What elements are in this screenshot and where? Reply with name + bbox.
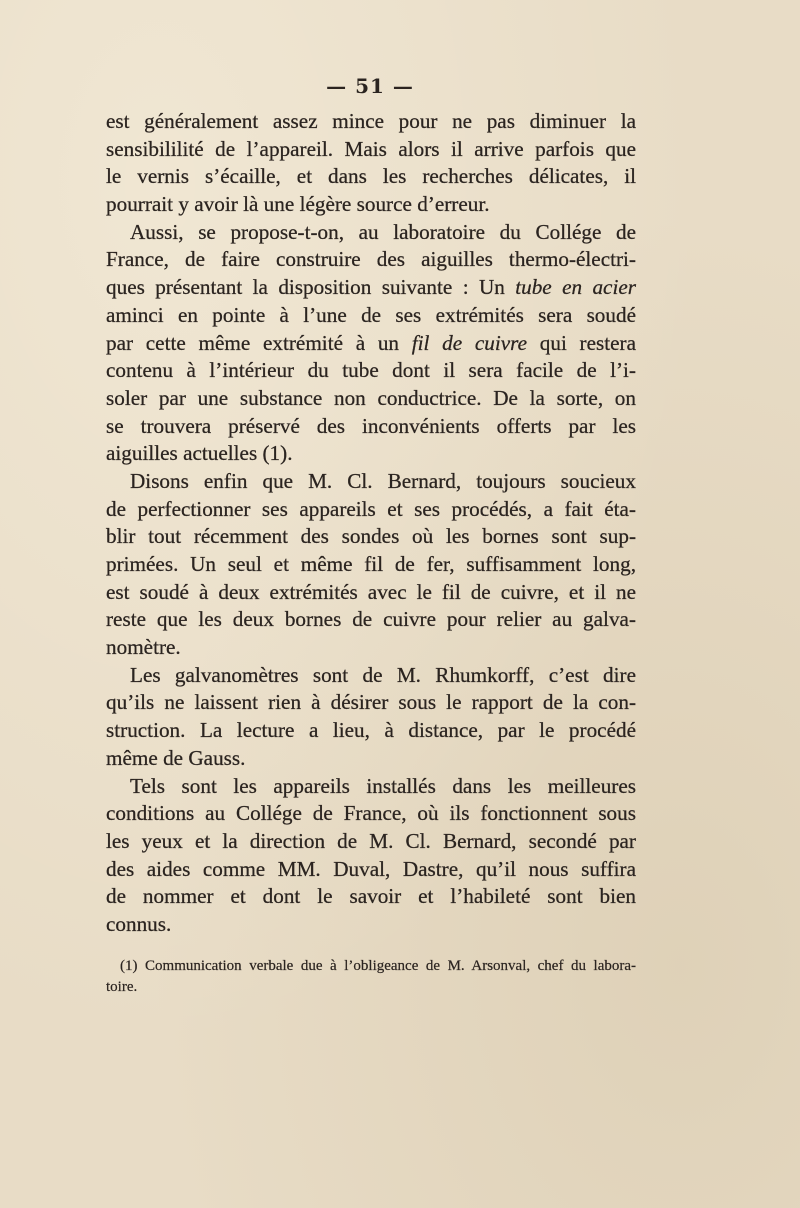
text-line: contenu à l’intérieur du tube dont il sera facile de l’i- — [106, 358, 636, 383]
body-text — [106, 108, 636, 939]
text-line: pourrait y avoir là une légère source d’erreur. — [106, 192, 490, 217]
text-line: France, de faire construire des aiguilles thermo-électri- — [106, 247, 636, 272]
text-line: blir tout récemment des sondes où les bornes sont sup- — [106, 524, 636, 549]
text-line: aminci en pointe à l’une de ses extrémités sera soudé — [106, 302, 636, 327]
text-line: de nommer et dont le savoir et l’habileté sont bien — [106, 884, 636, 909]
text-segment: par cette même extrémité à un — [106, 330, 412, 355]
text-line: même de Gauss. — [106, 745, 246, 770]
text-line: Aussi, se propose-t-on, au laboratoire du Collége de — [130, 219, 636, 244]
text-line: struction. La lecture a lieu, à distance, par le procédé — [106, 718, 636, 743]
text-line: primées. Un seul et même fil de fer, suffisamment long, — [106, 552, 636, 576]
page-number: — 51 — — [326, 74, 414, 98]
footnote-line: (1) Communication verbale due à l’obligeance de M. Arsonval, chef du labora- — [120, 958, 636, 974]
paragraph-5 — [106, 773, 636, 939]
text-line: nomètre. — [106, 635, 181, 660]
paragraph-4 — [106, 662, 636, 773]
text-line: est généralement assez mince pour ne pas diminuer la — [106, 109, 636, 133]
italic-term-steel-tube: tube en acier — [515, 275, 636, 300]
text-line: qu’ils ne laissent rien à désirer sous le rapport de la con- — [106, 690, 636, 715]
text-line: conditions au Collége de France, où ils fonctionnent sous — [106, 801, 636, 826]
text-line: les yeux et la direction de M. Cl. Bernard, secondé par — [106, 828, 636, 853]
text-line-with-italic — [106, 274, 636, 302]
paragraph-1 — [106, 108, 636, 219]
text-line: se trouvera préservé des inconvénients offerts par les — [106, 413, 636, 438]
text-line: de perfectionner ses appareils et ses procédés, a fait éta- — [106, 496, 636, 521]
text-line: le vernis s’écaille, et dans les recherches délicates, il — [106, 164, 636, 189]
footnote-line: toire. — [106, 979, 138, 995]
text-line: Disons enfin que M. Cl. Bernard, toujours soucieux — [130, 468, 636, 493]
text-segment: ques présentant la disposition suivante : Un — [106, 275, 516, 300]
paragraph-3 — [106, 468, 636, 662]
paragraph-2 — [106, 219, 636, 468]
italic-term-copper-wire: fil de cuivre — [411, 330, 528, 355]
text-line: soler par une substance non conductrice. De la sorte, on — [106, 385, 636, 410]
footnote — [106, 956, 636, 998]
text-line: reste que les deux bornes de cuivre pour relier au galva- — [106, 607, 636, 632]
text-line: Tels sont les appareils installés dans les meilleures — [130, 773, 636, 798]
text-line: connus. — [106, 911, 172, 936]
text-line: aiguilles actuelles (1). — [106, 441, 293, 466]
text-line: des aides comme MM. Duval, Dastre, qu’il nous suffira — [106, 856, 636, 881]
text-segment: qui restera — [527, 330, 637, 355]
text-line: sensibililité de l’appareil. Mais alors il arrive parfois que — [106, 136, 636, 161]
text-line: est soudé à deux extrémités avec le fil de cuivre, et il ne — [106, 579, 636, 604]
text-line-with-italic — [106, 330, 636, 358]
text-line: Les galvanomètres sont de M. Rhumkorff, c’est dire — [130, 662, 636, 687]
